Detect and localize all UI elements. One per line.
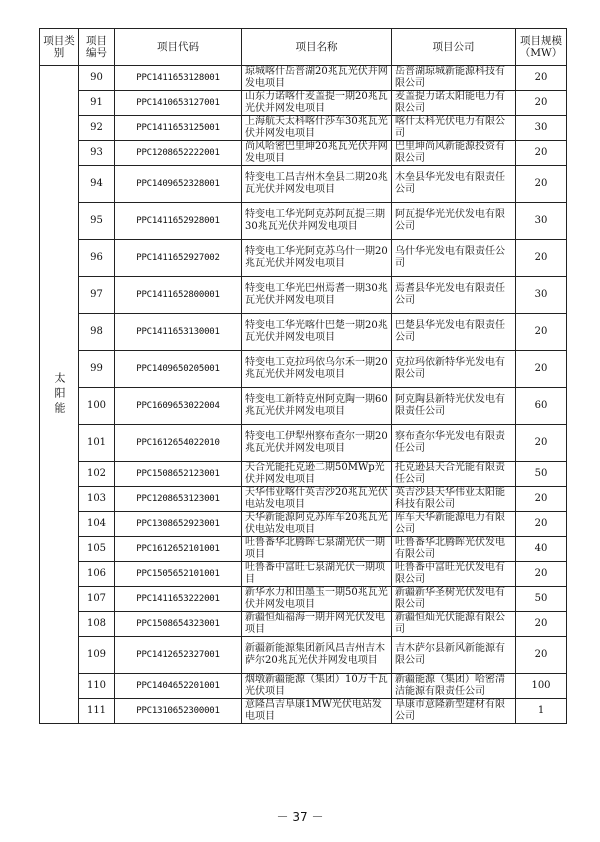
seq-cell: 109	[79, 637, 115, 674]
company-cell: 木垒县华光发电有限责任公司	[392, 166, 516, 203]
company-cell: 克拉玛依新特华光发电有限公司	[392, 351, 516, 388]
project-table-sheet	[39, 28, 566, 724]
name-cell: 新华水力和田墨玉一期50兆瓦光伏并网发电项目	[242, 587, 392, 612]
scale-cell: 20	[516, 612, 567, 637]
scale-cell: 20	[516, 141, 567, 166]
table-row	[40, 166, 567, 203]
table-row	[40, 699, 567, 724]
table-row	[40, 425, 567, 462]
seq-cell: 94	[79, 166, 115, 203]
seq-cell: 99	[79, 351, 115, 388]
company-cell: 阿克陶县新特光伏发电有限责任公司	[392, 388, 516, 425]
code-cell: PPC1208652222001	[115, 141, 242, 166]
seq-cell: 101	[79, 425, 115, 462]
code-cell: PPC1308652923001	[115, 512, 242, 537]
name-cell: 特变电工华光喀什巴楚一期20兆瓦光伏并网发电项目	[242, 314, 392, 351]
scale-cell: 100	[516, 674, 567, 699]
scale-cell: 30	[516, 203, 567, 240]
seq-cell: 93	[79, 141, 115, 166]
name-cell: 吐鲁番中富旺七泉湖光伏一期项目	[242, 562, 392, 587]
company-cell: 岳普湖琼城新能源科技有限公司	[392, 66, 516, 91]
name-cell: 上海航天太科喀什莎车30兆瓦光伏并网发电项目	[242, 116, 392, 141]
table-row	[40, 562, 567, 587]
code-cell: PPC1411652928001	[115, 203, 242, 240]
company-cell: 阜康市意隆新型建材有限公司	[392, 699, 516, 724]
seq-cell: 108	[79, 612, 115, 637]
company-cell: 新疆恒灿光伏能源有限公司	[392, 612, 516, 637]
seq-cell: 100	[79, 388, 115, 425]
company-cell: 巴里坤尚风新能源投资有限公司	[392, 141, 516, 166]
header-scale: 项目规模（MW）	[516, 29, 567, 66]
seq-cell: 91	[79, 91, 115, 116]
scale-cell: 20	[516, 166, 567, 203]
page-number: － 37 －	[276, 810, 324, 824]
code-cell: PPC1310652300001	[115, 699, 242, 724]
scale-cell: 20	[516, 512, 567, 537]
table-row	[40, 637, 567, 674]
company-cell: 巴楚县华光发电有限责任公司	[392, 314, 516, 351]
name-cell: 琼城喀什岳普湖20兆瓦光伏并网发电项目	[242, 66, 392, 91]
scale-cell: 20	[516, 314, 567, 351]
seq-cell: 111	[79, 699, 115, 724]
header-seq: 项目编号	[79, 29, 115, 66]
code-cell: PPC1411652800001	[115, 277, 242, 314]
scale-cell: 30	[516, 277, 567, 314]
company-cell: 麦盖提力诺太阳能电力有限公司	[392, 91, 516, 116]
name-cell: 特变电工华光巴州焉耆一期30兆瓦光伏并网发电项目	[242, 277, 392, 314]
table-row	[40, 587, 567, 612]
code-cell: PPC1410653127001	[115, 91, 242, 116]
company-cell: 吐鲁番华北腾晖光伏发电有限公司	[392, 537, 516, 562]
seq-cell: 107	[79, 587, 115, 612]
name-cell: 特变电工昌吉州木垒县二期20兆瓦光伏并网发电项目	[242, 166, 392, 203]
table-row	[40, 314, 567, 351]
company-cell: 焉耆县华光发电有限责任公司	[392, 277, 516, 314]
name-cell: 特变电工克拉玛依乌尔禾一期20兆瓦光伏并网发电项目	[242, 351, 392, 388]
seq-cell: 104	[79, 512, 115, 537]
table-row	[40, 612, 567, 637]
code-cell: PPC1508654323001	[115, 612, 242, 637]
code-cell: PPC1508652123001	[115, 462, 242, 487]
name-cell: 尚风哈密巴里坤20兆瓦光伏并网发电项目	[242, 141, 392, 166]
scale-cell: 20	[516, 351, 567, 388]
seq-cell: 103	[79, 487, 115, 512]
scale-cell: 20	[516, 562, 567, 587]
scale-cell: 30	[516, 116, 567, 141]
company-cell: 察布查尔华光发电有限责任公司	[392, 425, 516, 462]
code-cell: PPC1411653128001	[115, 66, 242, 91]
name-cell: 特变电工华光阿克苏乌什一期20兆瓦光伏并网发电项目	[242, 240, 392, 277]
table-row	[40, 462, 567, 487]
table-row	[40, 388, 567, 425]
code-cell: PPC1409652328001	[115, 166, 242, 203]
scale-cell: 20	[516, 91, 567, 116]
table-row	[40, 116, 567, 141]
name-cell: 特变电工华光阿克苏阿瓦提三期30兆瓦光伏并网发电项目	[242, 203, 392, 240]
company-cell: 库车天华新能源电力有限公司	[392, 512, 516, 537]
scale-cell: 20	[516, 66, 567, 91]
seq-cell: 105	[79, 537, 115, 562]
header-row	[40, 29, 567, 66]
scale-cell: 20	[516, 637, 567, 674]
seq-cell: 92	[79, 116, 115, 141]
table-row	[40, 203, 567, 240]
scale-cell: 20	[516, 487, 567, 512]
company-cell: 新疆能源（集团）哈密清洁能源有限责任公司	[392, 674, 516, 699]
seq-cell: 98	[79, 314, 115, 351]
name-cell: 吐鲁番华北腾晖七泉湖光伏一期项目	[242, 537, 392, 562]
code-cell: PPC1404652201001	[115, 674, 242, 699]
table-row	[40, 66, 567, 91]
name-cell: 特变电工新特克州阿克陶一期60兆瓦光伏并网发电项目	[242, 388, 392, 425]
seq-cell: 96	[79, 240, 115, 277]
code-cell: PPC1412652327001	[115, 637, 242, 674]
header-code: 项目代码	[115, 29, 242, 66]
table-row	[40, 91, 567, 116]
name-cell: 意隆昌吉阜康1MW光伏电站发电项目	[242, 699, 392, 724]
table-row	[40, 537, 567, 562]
table-row	[40, 240, 567, 277]
scale-cell: 50	[516, 462, 567, 487]
table-row	[40, 674, 567, 699]
seq-cell: 102	[79, 462, 115, 487]
name-cell: 特变电工伊犁州察布查尔一期20兆瓦光伏并网发电项目	[242, 425, 392, 462]
seq-cell: 95	[79, 203, 115, 240]
scale-cell: 60	[516, 388, 567, 425]
code-cell: PPC1505652101001	[115, 562, 242, 587]
project-table	[39, 28, 567, 724]
scale-cell: 20	[516, 425, 567, 462]
table-row	[40, 487, 567, 512]
name-cell: 天合光能托克逊二期50MWp光伏并网发电项目	[242, 462, 392, 487]
company-cell: 英吉沙县天华伟业太阳能科技有限公司	[392, 487, 516, 512]
name-cell: 天华伟业喀什英吉沙20兆瓦光伏电站发电项目	[242, 487, 392, 512]
name-cell: 新疆新能源集团新风昌吉州吉木萨尔20兆瓦光伏并网发电项目	[242, 637, 392, 674]
code-cell: PPC1411653125001	[115, 116, 242, 141]
table-row	[40, 512, 567, 537]
header-name: 项目名称	[242, 29, 392, 66]
table-row	[40, 351, 567, 388]
name-cell: 天华新能源阿克苏库车20兆瓦光伏电站发电项目	[242, 512, 392, 537]
table-row	[40, 277, 567, 314]
company-cell: 新疆新华圣树光伏发电有限公司	[392, 587, 516, 612]
code-cell: PPC1411653130001	[115, 314, 242, 351]
header-category: 项目类别	[40, 29, 79, 66]
code-cell: PPC1612654022010	[115, 425, 242, 462]
company-cell: 托克逊县天合光能有限责任公司	[392, 462, 516, 487]
seq-cell: 110	[79, 674, 115, 699]
company-cell: 阿瓦提华光光伏发电有限公司	[392, 203, 516, 240]
code-cell: PPC1411652927002	[115, 240, 242, 277]
seq-cell: 106	[79, 562, 115, 587]
company-cell: 吉木萨尔县新风新能源有限公司	[392, 637, 516, 674]
code-cell: PPC1208653123001	[115, 487, 242, 512]
scale-cell: 40	[516, 537, 567, 562]
scale-cell: 20	[516, 240, 567, 277]
company-cell: 喀什太科光伏电力有限公司	[392, 116, 516, 141]
category-cell: 太阳能	[40, 66, 79, 724]
code-cell: PPC1612652101001	[115, 537, 242, 562]
name-cell: 烟墩新疆能源（集团）10万千瓦光伏项目	[242, 674, 392, 699]
seq-cell: 90	[79, 66, 115, 91]
header-company: 项目公司	[392, 29, 516, 66]
seq-cell: 97	[79, 277, 115, 314]
company-cell: 乌什华光发电有限责任公司	[392, 240, 516, 277]
scale-cell: 50	[516, 587, 567, 612]
code-cell: PPC1409650205001	[115, 351, 242, 388]
name-cell: 山东力诺喀什麦盖提一期20兆瓦光伏并网发电项目	[242, 91, 392, 116]
code-cell: PPC1411653222001	[115, 587, 242, 612]
company-cell: 吐鲁番中富旺光伏发电有限公司	[392, 562, 516, 587]
code-cell: PPC1609653022004	[115, 388, 242, 425]
table-row	[40, 141, 567, 166]
name-cell: 新疆恒灿福海一期并网光伏发电项目	[242, 612, 392, 637]
scale-cell: 1	[516, 699, 567, 724]
